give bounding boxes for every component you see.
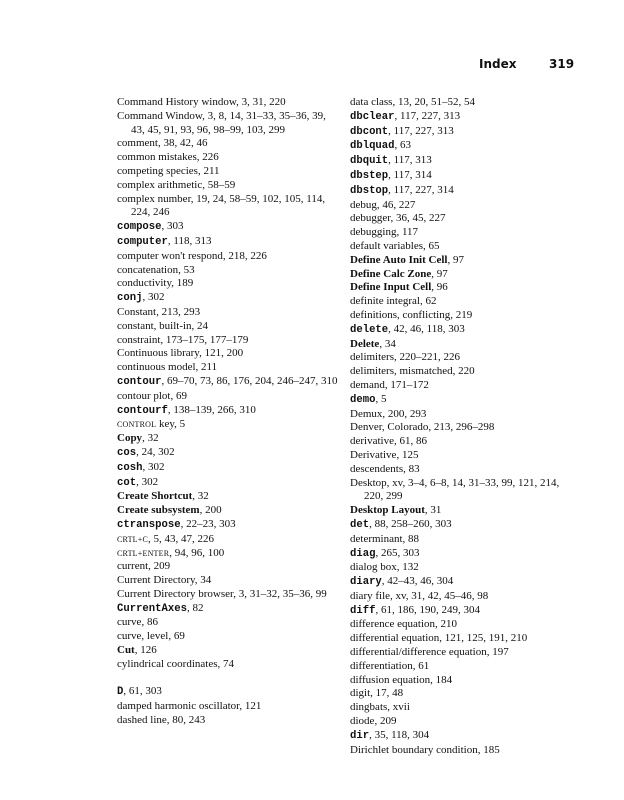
index-entry (350, 169, 580, 184)
index-entry (350, 463, 580, 477)
index-term: differential equation (350, 632, 440, 645)
index-entry (117, 490, 342, 504)
index-term: differentiation (350, 659, 413, 672)
index-term: det (350, 518, 370, 531)
index-term: Define Input Cell (350, 281, 432, 294)
index-entry (350, 295, 580, 309)
index-pages: , 121 (239, 700, 262, 713)
index-pages: , 96 (431, 281, 448, 294)
index-term: continuous model (117, 361, 196, 374)
index-entry (117, 602, 342, 617)
index-pages: , 220 (452, 365, 475, 378)
index-pages: , 197 (486, 646, 509, 659)
index-entry (117, 574, 342, 588)
index-entry (350, 660, 580, 674)
index-entry (117, 390, 342, 404)
index-column-left (117, 96, 342, 728)
index-entry (350, 154, 580, 169)
index-entry (350, 110, 580, 125)
index-term: determinant (350, 532, 403, 545)
index-pages: , 117, 227, 314 (388, 183, 454, 196)
index-pages: , 213, 293 (156, 305, 201, 318)
index-entry (117, 264, 342, 278)
index-term: complex arithmetic (117, 178, 203, 191)
index-term: Cut (117, 644, 135, 657)
index-term: dbcont (350, 125, 389, 138)
index-pages: , 24, 302 (136, 445, 175, 458)
index-entry (350, 687, 580, 701)
index-pages: , 32 (192, 490, 209, 503)
index-term: derivative (350, 435, 394, 448)
index-pages: , 210 (435, 618, 458, 631)
index-pages: , 117, 227, 313 (388, 124, 454, 137)
index-pages: , 94, 96, 100 (169, 546, 225, 559)
index-term: CRTL+ENTER (117, 548, 170, 558)
index-term: dingbats (350, 701, 388, 714)
index-entry (350, 701, 580, 715)
index-term: Copy (117, 432, 143, 445)
index-term: delete (350, 323, 389, 336)
index-entry (117, 277, 342, 291)
index-term: Define Calc Zone (350, 267, 432, 280)
index-term: dir (350, 729, 370, 742)
index-pages: , 65 (423, 239, 440, 252)
index-term: delimiters, mismatched (350, 365, 453, 378)
index-pages: , 117, 227, 313 (394, 109, 461, 122)
index-entry (350, 646, 580, 660)
index-entry (350, 618, 580, 632)
index-pages: , 3, 31–32, 35–36, 99 (233, 587, 327, 600)
index-entry (117, 547, 342, 561)
index-term: diary (350, 576, 382, 589)
index-pages: , 302 (142, 460, 165, 473)
index-pages: , 226 (196, 151, 219, 164)
index-entry (350, 435, 580, 449)
index-pages: , 118, 313 (167, 234, 212, 247)
index-pages: , 22–23, 303 (180, 517, 236, 530)
index-pages: , 3, 31, 220 (236, 96, 286, 108)
index-entry (117, 193, 342, 221)
index-pages: , 13, 20, 51–52, 54 (392, 96, 475, 108)
index-entry (350, 518, 580, 533)
index-pages: , 17, 48 (370, 687, 404, 700)
index-pages: , 61, 303 (123, 685, 162, 698)
index-entry (117, 588, 342, 602)
index-entry (350, 744, 580, 758)
index-pages: , 171–172 (384, 378, 429, 391)
index-term: contourf (117, 404, 168, 417)
index-entry (350, 393, 580, 408)
index-entry (117, 165, 342, 179)
index-term: CRTL+C (117, 534, 149, 544)
index-pages: , 303 (161, 220, 184, 233)
index-entry (117, 616, 342, 630)
index-entry (117, 714, 342, 728)
index-pages: , 117, 314 (388, 168, 432, 181)
index-pages: , 35, 118, 304 (369, 728, 430, 741)
index-entry (350, 504, 580, 518)
index-entry (350, 533, 580, 547)
index-term: constant, built-in (117, 319, 192, 332)
index-term: Current Directory (117, 574, 195, 587)
index-pages: , 32 (142, 432, 159, 445)
index-term: debugger (350, 212, 391, 225)
index-pages: , 200 (199, 504, 222, 517)
index-entry (350, 139, 580, 154)
index-term: diary file (350, 589, 391, 602)
index-pages: , 218, 226 (222, 249, 267, 262)
index-term: Current Directory browser (117, 587, 234, 600)
index-pages: , 209 (374, 715, 397, 728)
index-pages: , 31 (424, 504, 442, 517)
index-term: Constant (117, 305, 157, 318)
index-term: cosh (117, 461, 143, 474)
index-entry (350, 632, 580, 646)
index-entry (350, 547, 580, 562)
index-entry (350, 729, 580, 744)
index-term: Create Shortcut (117, 490, 193, 503)
index-term: Derivative (350, 448, 397, 461)
index-pages: , 5 (375, 392, 387, 405)
index-pages: , 86 (141, 616, 158, 629)
index-entry (350, 199, 580, 213)
index-pages: , 42–43, 46, 304 (381, 575, 454, 588)
index-term: comment (117, 137, 158, 150)
index-entry (350, 125, 580, 140)
index-entry (350, 674, 580, 688)
index-pages: , 74 (217, 657, 234, 670)
index-term: D (117, 686, 124, 699)
index-pages: , 46, 227 (376, 198, 416, 211)
index-term: Create subsystem (117, 504, 200, 517)
index-term: dbclear (350, 110, 395, 123)
index-term: computer won't respond (117, 249, 223, 262)
index-term: descendents (350, 462, 404, 475)
index-pages: , 97 (431, 267, 448, 280)
index-pages: , 58–59 (202, 178, 236, 191)
index-entry (117, 220, 342, 235)
index-pages: , 219 (450, 308, 473, 321)
index-entry (117, 446, 342, 461)
index-term: complex number (117, 192, 191, 205)
index-term: diff (350, 604, 376, 617)
index-term: dbstop (350, 184, 389, 197)
index-pages: , 3, 8, 14, 31–33, 35–36, 39, 43, 45, 91, 93, 96, 98–99, 103, 299 (131, 109, 326, 136)
index-entry (117, 320, 342, 334)
index-pages: , 138–139, 266, 310 (167, 403, 256, 416)
index-entry (117, 137, 342, 151)
index-entry (350, 254, 580, 268)
index-entry (117, 658, 342, 672)
index-entry (117, 630, 342, 644)
index-entry (117, 334, 342, 348)
index-pages: , 121, 200 (199, 347, 244, 360)
index-entry (117, 518, 342, 533)
index-pages: , 220–221, 226 (394, 351, 460, 364)
header-title: Index (479, 57, 517, 71)
index-pages: , 88 (402, 532, 420, 545)
index-entry (350, 96, 580, 110)
index-pages: , 83 (403, 462, 420, 475)
index-pages: , 209 (148, 560, 171, 573)
index-term: concatenation (117, 263, 179, 276)
index-term: contour (117, 375, 162, 388)
index-pages: , 53 (178, 263, 195, 276)
index-term: dblquad (350, 140, 395, 153)
index-entry (350, 561, 580, 575)
index-entry (350, 477, 580, 505)
index-entry (350, 338, 580, 352)
index-pages: , 213, 296–298 (428, 421, 495, 434)
index-pages: key, 5 (156, 418, 186, 431)
index-pages: , 61, 186, 190, 249, 304 (375, 603, 480, 616)
index-term: debugging (350, 226, 397, 239)
index-column-right (350, 96, 580, 757)
index-term: conj (117, 292, 143, 305)
index-entry (117, 250, 342, 264)
index-entry (350, 379, 580, 393)
index-pages: , 63 (394, 139, 412, 152)
index-term: Desktop Layout (350, 504, 425, 517)
index-term: dashed line (117, 714, 167, 727)
index-term: computer (117, 235, 168, 248)
index-pages: , 80, 243 (166, 714, 206, 727)
index-term: difference equation (350, 618, 436, 631)
index-entry (117, 504, 342, 518)
index-pages: , 117, 313 (388, 154, 432, 167)
index-entry (117, 644, 342, 658)
index-term: conductivity (117, 277, 172, 290)
index-pages: , 69 (170, 389, 187, 402)
index-pages: , 5, 43, 47, 226 (148, 532, 215, 545)
index-pages: , 189 (171, 277, 194, 290)
index-term: competing species (117, 164, 198, 177)
index-pages: , 42, 46, 118, 303 (388, 322, 465, 335)
index-entry (350, 408, 580, 422)
index-pages: , 265, 303 (375, 546, 420, 559)
index-pages: , 34 (194, 574, 212, 587)
index-term: Dirichlet boundary condition (350, 743, 478, 756)
index-term: diag (350, 547, 376, 560)
index-entry (117, 685, 342, 700)
index-pages: , xvii (387, 701, 410, 714)
index-term: data class (350, 96, 393, 108)
index-term: dbquit (350, 155, 389, 168)
index-pages: , 97 (447, 253, 464, 266)
index-term: contour plot (117, 389, 171, 402)
index-pages: , 69–70, 73, 86, 176, 204, 246–247, 310 (161, 374, 338, 387)
index-entry (117, 476, 342, 491)
index-entry (350, 184, 580, 199)
index-term: demand (350, 378, 385, 391)
index-pages: , xv, 3–4, 6–8, 14, 31–33, 99, 121, 214, 220, 299 (364, 476, 560, 503)
index-term: delimiters (350, 351, 394, 364)
index-term: digit (350, 687, 371, 700)
index-pages: , 200, 293 (382, 407, 427, 420)
index-term: CONTROL (117, 420, 157, 430)
index-term: diode (350, 715, 375, 728)
index-pages: , 34 (379, 337, 396, 350)
index-term: ctranspose (117, 518, 181, 531)
index-pages: , 211 (197, 164, 220, 177)
index-pages: , 61, 86 (393, 435, 427, 448)
index-term: curve, level (117, 630, 169, 643)
index-entry (350, 268, 580, 282)
index-entry (350, 309, 580, 323)
index-entry (117, 306, 342, 320)
index-entry (350, 604, 580, 619)
index-term: dbstep (350, 169, 389, 182)
index-entry (350, 351, 580, 365)
index-pages: , 302 (136, 475, 159, 488)
page-number: 319 (549, 57, 575, 71)
index-entry (117, 461, 342, 476)
index-term: Define Auto Init Cell (350, 253, 448, 266)
index-pages: , 36, 45, 227 (390, 212, 446, 225)
index-term: diffusion equation (350, 673, 431, 686)
index-pages: , 126 (134, 644, 157, 657)
index-entry (350, 323, 580, 338)
index-term: damped harmonic oscillator (117, 700, 240, 713)
index-term: differential/difference equation (350, 646, 487, 659)
index-entry (117, 151, 342, 165)
index-pages: , 61 (412, 659, 430, 672)
index-entry (117, 404, 342, 419)
index-pages: , 69 (168, 630, 185, 643)
index-term: constraint (117, 333, 161, 346)
index-pages: , 19, 24, 58–59, 102, 105, 114, 224, 246 (131, 192, 326, 219)
index-pages: , 24 (191, 319, 209, 332)
index-entry (350, 365, 580, 379)
index-entry (350, 575, 580, 590)
index-entry (350, 212, 580, 226)
index-pages: , 184 (430, 673, 453, 686)
index-pages: , 185 (477, 743, 500, 756)
index-entry (350, 421, 580, 435)
index-pages: , 117 (396, 226, 419, 239)
index-entry (117, 96, 342, 110)
index-term: default variables (350, 239, 423, 252)
index-term: dialog box (350, 561, 397, 574)
index-pages: , 62 (419, 295, 437, 308)
index-pages: , 125 (396, 448, 419, 461)
running-header (0, 57, 624, 73)
index-entry (117, 361, 342, 375)
index-term: Desktop (350, 476, 387, 489)
index-pages: , 173–175, 177–179 (160, 333, 249, 346)
index-entry (117, 179, 342, 193)
index-term: Continuous library (117, 347, 200, 360)
index-term: CurrentAxes (117, 602, 187, 615)
index-entry (117, 533, 342, 547)
index-entry (350, 240, 580, 254)
index-term: Delete (350, 337, 380, 350)
index-pages: , 302 (142, 291, 165, 304)
index-entry (117, 700, 342, 714)
index-entry (117, 110, 342, 138)
index-entry (350, 590, 580, 604)
index-term: curve (117, 616, 142, 629)
index-term: Command Window (117, 109, 203, 122)
index-entry (350, 226, 580, 240)
index-term: Command History window (117, 96, 237, 108)
index-pages: , xv, 31, 42, 45–46, 98 (390, 589, 489, 602)
index-term: Denver, Colorado (350, 421, 429, 434)
index-entry (350, 449, 580, 463)
index-entry (117, 432, 342, 446)
index-pages: , 121, 125, 191, 210 (439, 632, 528, 645)
index-term: cylindrical coordinates (117, 657, 218, 670)
index-entry (350, 281, 580, 295)
index-term: debug (350, 198, 377, 211)
index-pages: , 211 (195, 361, 218, 374)
index-term: cos (117, 446, 137, 459)
index-entry (350, 715, 580, 729)
index-term: cot (117, 476, 137, 489)
index-term: demo (350, 393, 376, 406)
index-term: common mistakes (117, 151, 197, 164)
index-entry (117, 418, 342, 432)
index-term: compose (117, 221, 162, 234)
index-entry (117, 347, 342, 361)
index-term: definite integral (350, 295, 420, 308)
index-entry (117, 560, 342, 574)
index-entry (117, 235, 342, 250)
index-term: current (117, 560, 149, 573)
index-pages: , 82 (186, 601, 204, 614)
index-pages: , 38, 42, 46 (157, 137, 208, 150)
index-entry (117, 291, 342, 306)
index-pages: , 88, 258–260, 303 (369, 517, 452, 530)
index-pages: , 132 (396, 561, 419, 574)
index-term: Demux (350, 407, 383, 420)
index-term: definitions, conflicting (350, 308, 451, 321)
index-entry (117, 375, 342, 390)
